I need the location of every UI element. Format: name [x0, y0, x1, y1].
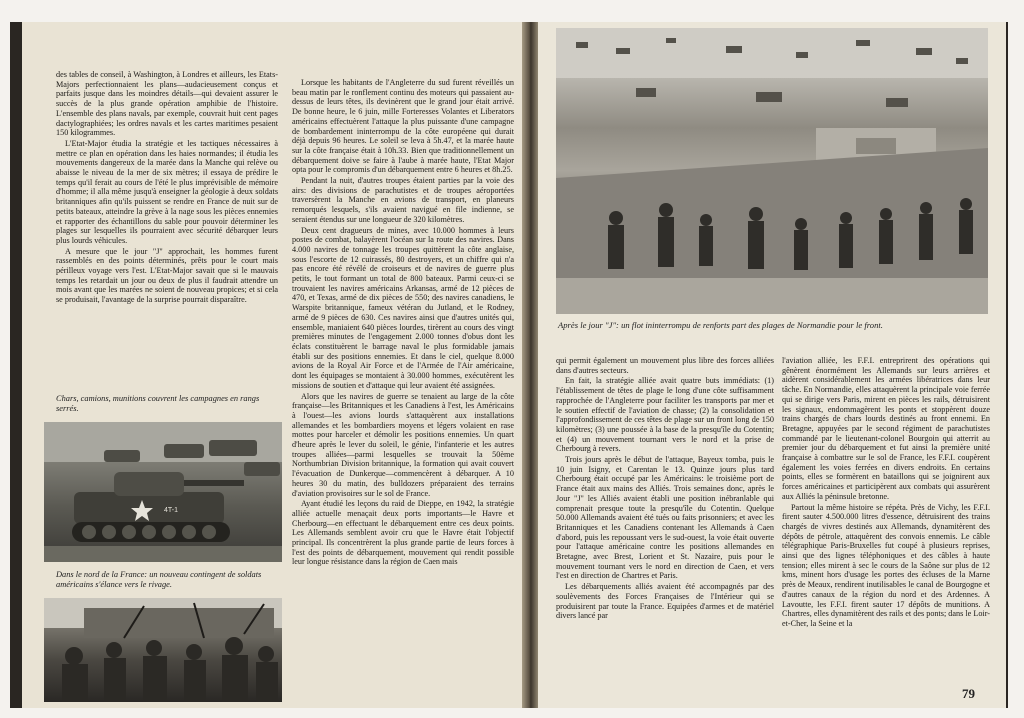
paragraph: En fait, la stratégie alliée avait quatre buts immédiats: (1) l'établissement de têtes de plage le long d'une côte suffisamment rapprochée de l'Angleterre pour faciliter les transports par mer et le soutien effectif de l'aviation de chasse; (2) la consolidation et l'approfondissement de ces têtes de plage sur un front long de 150 kilomètres; (3) une poussée à la base de la presqu'île du Cotentin; et (4) un mouvement tournant vers le nord et la prise de Cherbourg à revers.	[556, 376, 774, 454]
paragraph: Partout la même histoire se répéta. Près de Vichy, les F.F.I. firent sauter 4.500.000 litres d'essence, détruisirent des trains chargés de vivres destinés aux Allemands, dynamitèrent des dépôts de pétrole, attaquèrent des convois ennemis. Le câble télégraphique Paris-Bruxelles fut coupé à plusieurs reprises, ainsi que des lignes téléphoniques et des câbles à haute tension; elles mirent à sec le cours de la Saône sur plus de 12 kms, minent hors d'usage les portes des écluses de la Marne près de Meaux, rendirent inutilisables le canal de Bourgogne et d'autres canaux de la région du nord et des Ardennes. A Lavoutte, les F.F.I. firent sauter 17 dépôts de munitions. A Chartres, elles dynamitèrent des rails et des ponts; dans le Loir-et-Cher, la Seine et la	[782, 502, 990, 628]
right-page	[538, 22, 1006, 708]
left-column-2	[292, 78, 514, 702]
right-column-2	[782, 356, 990, 686]
caption-soldiers: Dans le nord de la France: un nouveau contingent de soldats américains s'élance vers le rivage.	[56, 570, 262, 589]
paragraph: Ayant étudié les leçons du raid de Dieppe, en 1942, la stratégie alliée actuelle menaçait deux ports importants—le Havre et Cherbourg—en effectuant le débarquement entre ces deux points. Les Allemands semblent avoir cru que le Havre était l'objectif principal. Ils concentrèrent la plus grande partie de leurs forces à l'est des points de débarquement, mouvement qui rendit possible leur longue résistance dans la région de Caen mais	[292, 499, 514, 567]
tanks-photo	[44, 422, 282, 562]
soldiers-illustration	[44, 598, 282, 702]
caption-beach: Après le jour "J": un flot ininterrompu de renforts part des plages de Normandie pour le front.	[558, 320, 883, 330]
beach-photo	[556, 28, 988, 314]
magazine-spread	[10, 22, 1008, 708]
tanks-illustration	[44, 422, 282, 562]
paragraph: l'aviation alliée, les F.F.I. entreprirent des opérations qui gênèrent énormément les Allemands sur leurs arrières et aidèrent considérablement les armées libératrices dans leur tâche. En Normandie, elles attaquèrent la principale voie ferrée qui se dirige vers Paris, mirent en pièces les rails, détruisirent les signaux, endommagèrent les ponts et stoppèrent douze trains chargés de chars lourds destinés au front ennemi. En Bretagne, appuyées par le second régiment de parachutistes commandé par le lieutenant-colonel Bourgoin qui atterrit au premier jour du débarquement et fut ainsi la première unité française à combattre sur le sol de France, les F.F.I. coupèrent également les voies ferrées en divers endroits. En certains points, elles se formèrent en bataillons qui se joignirent aux forces américaines et participèrent aux combats qui assurèrent aux Alliés la péninsule bretonne.	[782, 356, 990, 501]
paragraph: des tables de conseil, à Washington, à Londres et ailleurs, les Etats-Majors perfectionnaient les plans—audacieusement conçus et parfaits jusque dans les moindres détails—qui devaient assurer le succès de la plus grande opération amphibie de l'histoire. L'ensemble des plans navals, par exemple, couvrait huit cent pages dactylographiées; les ordres navals et les cartes maritimes pesaient 150 kilogrammes.	[56, 70, 278, 138]
soldiers-photo	[44, 598, 282, 702]
tank-marking: 4T-1	[164, 507, 179, 514]
page-gutter	[522, 22, 538, 708]
paragraph: qui permit également un mouvement plus libre des forces alliées dans d'autres secteurs.	[556, 356, 774, 375]
paragraph: Alors que les navires de guerre se tenaient au large de la côte française—les Britanniques et les Canadiens à l'est, les Américains à l'ouest—les avions lourds s'attaquèrent aux installations allemandes et les bombardiers moyens et légers volaient en rase mottes pour harceler et démolir les positions ennemies. Un quart d'heure après le lever du soleil, le génie, l'infanterie et les autres troupes alliées—parmi lesquelles se trouvait la 50ème Northumbrian Division britannique, la formation qui avait couvert l'évacuation de Dunkerque—commencèrent à débarquer. A 10 heures 30 du matin, des bulldozers préparaient des terrains d'aviation provisoires sur le sol de France.	[292, 391, 514, 498]
paragraph: Les débarquements alliés avaient été accompagnés par des soulèvements des Forces Françaises de l'Intérieur qui se produisirent par toute la France. Equipées d'armes et de matériel divers lancé par	[556, 582, 774, 621]
paragraph: Deux cent dragueurs de mines, avec 10.000 hommes à leurs postes de combat, balayèrent l'océan sur la route des navires. Dans 4.000 navires de tonnage les troupes quittèrent la côte anglaise, sous l'escorte de 12 cuirassés, 80 destroyers, et un chiffre qui n'a pas encore été révélé de croiseurs et de navires de guerre plus petits, le tout formant un total de 800 bateaux. Parmi ceux-ci se trouvaient les navires américains Arkansas, armé de 12 pièces de 470, et Texas, armé de dix pièces de 550; des navires canadiens, le Warspite britannique, fameux vétéran du Jutland, et le Rodney, armé de 9 pièces de 630. Ces navires ainsi que d'autres unités qui, ensemble, maniaient 640 pièces lourdes, tirèrent au cours des vingt premières minutes de l'engagement 2.000 tonnes d'obus dont les éclats constituèrent le barrage naval le plus formidable jamais établi sur des positions ennemies. Et dans le ciel, quelque 8.000 avions de la Royal Air Force et de l'Armée de l'Air américaine, dont les équipages se montaient à 30.000 hommes, exécutèrent les missions de soutien et d'attaque qui leur avaient été assignées.	[292, 225, 514, 390]
caption-tanks: Chars, camions, munitions couvrent les campagnes en rangs serrés.	[56, 394, 260, 413]
right-column-1	[556, 356, 774, 702]
paragraph: L'Etat-Major étudia la stratégie et les tactiques nécessaires à mettre ce plan en opération dans les haies normandes; il étudia les mouvements dangereux de la marée dans la Manche qui relève ou abaisse le niveau de la mer de six mètres; il essaya de prédire le temps qu'il ferait au cours de l'été le plus imprévisible de mémoire d'homme; il alla même jusqu'à enseigner la géologie à deux soldats britanniques afin qu'ils puissent se rendre en France de nuit sur de petits bateaux, atteindre la grève à la nage sous les pièces ennemies et rapporter des échantillons du sable pour pouvoir déterminer les plages sur lesquelles ils pourraient avec sécurité débarquer leurs plus lourds véhicules.	[56, 138, 278, 245]
left-column-1	[56, 70, 278, 388]
beach-illustration	[556, 28, 988, 314]
paragraph: Lorsque les habitants de l'Angleterre du sud furent réveillés un beau matin par le ronflement continu des moteurs qui passaient au-dessus de leurs têtes, ils devinèrent que le grand jour était arrivé. De bonne heure, le 6 juin, mille Forteresses Volantes et Liberators américains effectuèrent l'attaque la plus puissante d'une campagne de bombardement ininterrompu de la côte européene qui durait déjà depuis 96 heures. Le soleil se leva à 5h.47, et la marée haute sur la côte française était à 10h.33. Bien que traditionnellement un débarquement doive se faire à l'aube à marée haute, l'Etat Major opta pour le compromis d'un débarquement entre 6 heures et 8h.25.	[292, 78, 514, 175]
paragraph: A mesure que le jour "J" approchait, les hommes furent rassemblés en des points déterminés, prêts pour le court mais périlleux voyage vers l'est. L'Etat-Major savait que si le mauvais temps les retardait un jour ou deux de plus il faudrait attendre un mois avant que les marées ne soient de nouveau propices; et si cela se produisait, l'avantage de la surprise pourrait disparaître.	[56, 246, 278, 305]
paragraph: Pendant la nuit, d'autres troupes étaient parties par la voie des airs: des divisions de parachutistes et de troupes aéroportées traversèrent la Manche en avions de transport, en planeurs remorqués lesquels, s'ils avaient navigué en file indienne, se seraient étendus sur une longueur de 320 kilomètres.	[292, 176, 514, 224]
page-number: 79	[962, 686, 975, 701]
left-page	[22, 22, 522, 708]
paragraph: Trois jours après le début de l'attaque, Bayeux tomba, puis le 10 juin Isigny, et Carentan le 13. Quinze jours plus tard Cherbourg était occupé par les Américains: le troisième port de France était aux mains des Alliés. Trois semaines donc, après le Jour "J" les Alliés avaient établi une position inébranlable qui comprenait presque toute la presqu'île du Cotentin. Quelque 50.000 Allemands avaient été tués ou faits prisonniers; et avec les Britanniques et les Canadiens contenant les Allemands à Caen d'abord, puis les repoussant vers le sud-ouest, la voie était ouverte pour l'attaque américaine contre les positions allemandes en Bretagne, avec Brest, Lorient et St. Nazaire, puis pour le mouvement tournant vers le nord en direction de Caen, et vers l'est en direction de Chartres et Paris.	[556, 455, 774, 581]
